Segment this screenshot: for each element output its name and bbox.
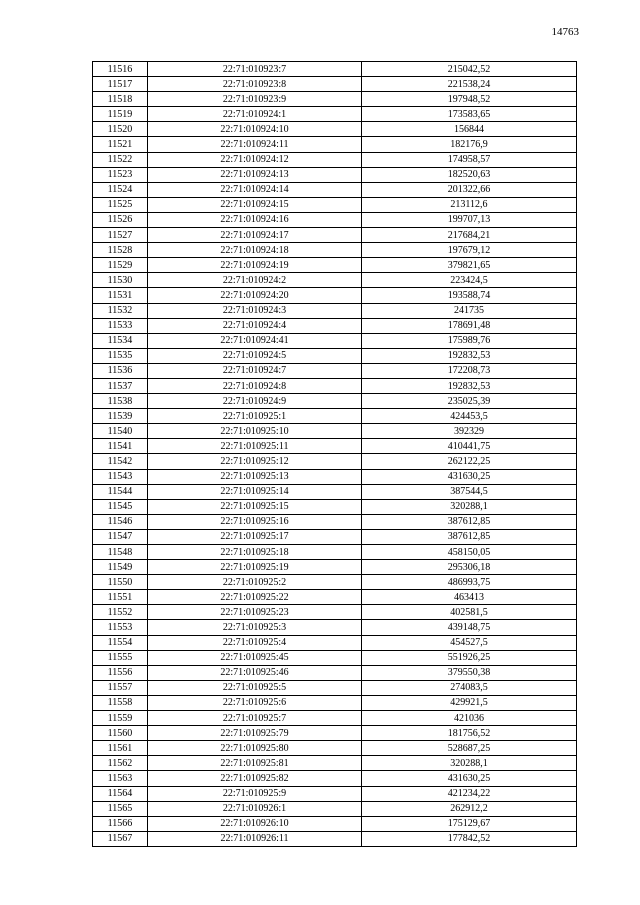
table-row	[93, 786, 577, 801]
value-cell: 182520,63	[362, 167, 577, 182]
value-cell: 217684,21	[362, 228, 577, 243]
table-row	[93, 182, 577, 197]
value-cell: 379550,38	[362, 665, 577, 680]
row-number-cell: 11559	[93, 711, 148, 726]
value-cell: 387612,85	[362, 514, 577, 529]
cadastral-number-cell: 22:71:010925:1	[148, 409, 362, 424]
cadastral-number-cell: 22:71:010924:9	[148, 394, 362, 409]
value-cell: 387544,5	[362, 484, 577, 499]
value-cell: 221538,24	[362, 77, 577, 92]
cadastral-number-cell: 22:71:010924:10	[148, 122, 362, 137]
cadastral-number-cell: 22:71:010925:19	[148, 560, 362, 575]
row-number-cell: 11555	[93, 650, 148, 665]
table-row	[93, 575, 577, 590]
value-cell: 193588,74	[362, 288, 577, 303]
table-row	[93, 378, 577, 393]
row-number-cell: 11532	[93, 303, 148, 318]
row-number-cell: 11521	[93, 137, 148, 152]
row-number-cell: 11545	[93, 499, 148, 514]
cadastral-number-cell: 22:71:010924:2	[148, 273, 362, 288]
table-row	[93, 273, 577, 288]
cadastral-number-cell: 22:71:010925:45	[148, 650, 362, 665]
cadastral-number-cell: 22:71:010924:14	[148, 182, 362, 197]
row-number-cell: 11533	[93, 318, 148, 333]
table-row	[93, 771, 577, 786]
table-row	[93, 665, 577, 680]
table-row	[93, 409, 577, 424]
table-row	[93, 363, 577, 378]
table-row	[93, 122, 577, 137]
row-number-cell: 11524	[93, 182, 148, 197]
row-number-cell: 11518	[93, 92, 148, 107]
table-row	[93, 394, 577, 409]
table-row	[93, 635, 577, 650]
row-number-cell: 11519	[93, 107, 148, 122]
table-row	[93, 514, 577, 529]
cadastral-number-cell: 22:71:010924:18	[148, 243, 362, 258]
table-row	[93, 243, 577, 258]
row-number-cell: 11551	[93, 590, 148, 605]
cadastral-number-cell: 22:71:010923:9	[148, 92, 362, 107]
cadastral-number-cell: 22:71:010925:6	[148, 695, 362, 710]
cadastral-number-cell: 22:71:010925:2	[148, 575, 362, 590]
table-row	[93, 816, 577, 831]
value-cell: 274083,5	[362, 680, 577, 695]
value-cell: 295306,18	[362, 560, 577, 575]
table-row	[93, 62, 577, 77]
cadastral-number-cell: 22:71:010926:1	[148, 801, 362, 816]
table-row	[93, 590, 577, 605]
cadastral-number-cell: 22:71:010925:12	[148, 454, 362, 469]
table-row	[93, 258, 577, 273]
cadastral-number-cell: 22:71:010925:22	[148, 590, 362, 605]
cadastral-number-cell: 22:71:010924:19	[148, 258, 362, 273]
table-body	[93, 62, 577, 847]
value-cell: 410441,75	[362, 439, 577, 454]
row-number-cell: 11540	[93, 424, 148, 439]
value-cell: 454527,5	[362, 635, 577, 650]
row-number-cell: 11529	[93, 258, 148, 273]
table-row	[93, 228, 577, 243]
page-number: 14763	[551, 26, 579, 38]
value-cell: 174958,57	[362, 152, 577, 167]
value-cell: 262912,2	[362, 801, 577, 816]
row-number-cell: 11517	[93, 77, 148, 92]
cadastral-number-cell: 22:71:010924:8	[148, 378, 362, 393]
value-cell: 215042,52	[362, 62, 577, 77]
row-number-cell: 11561	[93, 741, 148, 756]
row-number-cell: 11522	[93, 152, 148, 167]
cadastral-number-cell: 22:71:010924:41	[148, 333, 362, 348]
table-row	[93, 454, 577, 469]
table-row	[93, 288, 577, 303]
row-number-cell: 11544	[93, 484, 148, 499]
row-number-cell: 11542	[93, 454, 148, 469]
value-cell: 235025,39	[362, 394, 577, 409]
row-number-cell: 11534	[93, 333, 148, 348]
row-number-cell: 11541	[93, 439, 148, 454]
cadastral-number-cell: 22:71:010924:11	[148, 137, 362, 152]
cadastral-number-cell: 22:71:010924:16	[148, 212, 362, 227]
value-cell: 421234,22	[362, 786, 577, 801]
row-number-cell: 11558	[93, 695, 148, 710]
cadastral-number-cell: 22:71:010924:20	[148, 288, 362, 303]
cadastral-number-cell: 22:71:010925:9	[148, 786, 362, 801]
cadastral-number-cell: 22:71:010925:15	[148, 499, 362, 514]
cadastral-number-cell: 22:71:010925:7	[148, 711, 362, 726]
row-number-cell: 11556	[93, 665, 148, 680]
row-number-cell: 11550	[93, 575, 148, 590]
row-number-cell: 11543	[93, 469, 148, 484]
cadastral-number-cell: 22:71:010924:3	[148, 303, 362, 318]
cadastral-number-cell: 22:71:010924:7	[148, 363, 362, 378]
row-number-cell: 11552	[93, 605, 148, 620]
table-row	[93, 499, 577, 514]
value-cell: 182176,9	[362, 137, 577, 152]
row-number-cell: 11566	[93, 816, 148, 831]
cadastral-value-table	[92, 61, 577, 847]
row-number-cell: 11565	[93, 801, 148, 816]
table-row	[93, 529, 577, 544]
cadastral-number-cell: 22:71:010925:10	[148, 424, 362, 439]
value-cell: 392329	[362, 424, 577, 439]
value-cell: 199707,13	[362, 212, 577, 227]
table-row	[93, 695, 577, 710]
row-number-cell: 11564	[93, 786, 148, 801]
table-row	[93, 650, 577, 665]
row-number-cell: 11538	[93, 394, 148, 409]
row-number-cell: 11528	[93, 243, 148, 258]
value-cell: 320288,1	[362, 499, 577, 514]
cadastral-number-cell: 22:71:010925:80	[148, 741, 362, 756]
row-number-cell: 11546	[93, 514, 148, 529]
table-row	[93, 741, 577, 756]
value-cell: 177842,52	[362, 831, 577, 846]
cadastral-number-cell: 22:71:010924:5	[148, 348, 362, 363]
table-row	[93, 333, 577, 348]
cadastral-number-cell: 22:71:010923:7	[148, 62, 362, 77]
cadastral-number-cell: 22:71:010925:18	[148, 545, 362, 560]
table-row	[93, 197, 577, 212]
value-cell: 463413	[362, 590, 577, 605]
table-row	[93, 92, 577, 107]
value-cell: 197679,12	[362, 243, 577, 258]
table-row	[93, 469, 577, 484]
table-row	[93, 831, 577, 846]
table-row	[93, 212, 577, 227]
value-cell: 192832,53	[362, 348, 577, 363]
cadastral-number-cell: 22:71:010925:13	[148, 469, 362, 484]
value-cell: 458150,05	[362, 545, 577, 560]
table-row	[93, 680, 577, 695]
row-number-cell: 11567	[93, 831, 148, 846]
row-number-cell: 11563	[93, 771, 148, 786]
cadastral-number-cell: 22:71:010924:15	[148, 197, 362, 212]
cadastral-number-cell: 22:71:010924:4	[148, 318, 362, 333]
table-row	[93, 756, 577, 771]
table-row	[93, 560, 577, 575]
cadastral-number-cell: 22:71:010925:82	[148, 771, 362, 786]
row-number-cell: 11526	[93, 212, 148, 227]
table-row	[93, 545, 577, 560]
table-row	[93, 801, 577, 816]
value-cell: 172208,73	[362, 363, 577, 378]
value-cell: 320288,1	[362, 756, 577, 771]
value-cell: 431630,25	[362, 469, 577, 484]
value-cell: 213112,6	[362, 197, 577, 212]
value-cell: 486993,75	[362, 575, 577, 590]
table-row	[93, 711, 577, 726]
row-number-cell: 11548	[93, 545, 148, 560]
cadastral-number-cell: 22:71:010924:17	[148, 228, 362, 243]
row-number-cell: 11523	[93, 167, 148, 182]
row-number-cell: 11520	[93, 122, 148, 137]
value-cell: 197948,52	[362, 92, 577, 107]
cadastral-number-cell: 22:71:010925:14	[148, 484, 362, 499]
cadastral-number-cell: 22:71:010926:11	[148, 831, 362, 846]
row-number-cell: 11516	[93, 62, 148, 77]
cadastral-number-cell: 22:71:010925:23	[148, 605, 362, 620]
value-cell: 241735	[362, 303, 577, 318]
cadastral-number-cell: 22:71:010925:3	[148, 620, 362, 635]
value-cell: 551926,25	[362, 650, 577, 665]
value-cell: 387612,85	[362, 529, 577, 544]
table-row	[93, 605, 577, 620]
value-cell: 402581,5	[362, 605, 577, 620]
table-row	[93, 318, 577, 333]
cadastral-number-cell: 22:71:010925:81	[148, 756, 362, 771]
cadastral-number-cell: 22:71:010924:13	[148, 167, 362, 182]
row-number-cell: 11537	[93, 378, 148, 393]
row-number-cell: 11553	[93, 620, 148, 635]
value-cell: 175129,67	[362, 816, 577, 831]
cadastral-number-cell: 22:71:010925:16	[148, 514, 362, 529]
value-cell: 181756,52	[362, 726, 577, 741]
value-cell: 156844	[362, 122, 577, 137]
value-cell: 175989,76	[362, 333, 577, 348]
value-cell: 262122,25	[362, 454, 577, 469]
cadastral-number-cell: 22:71:010923:8	[148, 77, 362, 92]
row-number-cell: 11547	[93, 529, 148, 544]
row-number-cell: 11549	[93, 560, 148, 575]
row-number-cell: 11554	[93, 635, 148, 650]
cadastral-number-cell: 22:71:010925:17	[148, 529, 362, 544]
row-number-cell: 11560	[93, 726, 148, 741]
table-row	[93, 620, 577, 635]
value-cell: 528687,25	[362, 741, 577, 756]
row-number-cell: 11536	[93, 363, 148, 378]
table-row	[93, 424, 577, 439]
value-cell: 173583,65	[362, 107, 577, 122]
cadastral-number-cell: 22:71:010926:10	[148, 816, 362, 831]
table-row	[93, 348, 577, 363]
value-cell: 178691,48	[362, 318, 577, 333]
row-number-cell: 11557	[93, 680, 148, 695]
row-number-cell: 11562	[93, 756, 148, 771]
value-cell: 439148,75	[362, 620, 577, 635]
value-cell: 421036	[362, 711, 577, 726]
cadastral-number-cell: 22:71:010924:12	[148, 152, 362, 167]
table-row	[93, 726, 577, 741]
row-number-cell: 11535	[93, 348, 148, 363]
value-cell: 431630,25	[362, 771, 577, 786]
value-cell: 424453,5	[362, 409, 577, 424]
table-row	[93, 484, 577, 499]
row-number-cell: 11527	[93, 228, 148, 243]
table-row	[93, 77, 577, 92]
table-row	[93, 303, 577, 318]
row-number-cell: 11539	[93, 409, 148, 424]
cadastral-number-cell: 22:71:010925:46	[148, 665, 362, 680]
row-number-cell: 11525	[93, 197, 148, 212]
cadastral-number-cell: 22:71:010925:79	[148, 726, 362, 741]
table-row	[93, 107, 577, 122]
cadastral-number-cell: 22:71:010925:4	[148, 635, 362, 650]
value-cell: 379821,65	[362, 258, 577, 273]
table-row	[93, 439, 577, 454]
table-row	[93, 152, 577, 167]
row-number-cell: 11531	[93, 288, 148, 303]
table-row	[93, 167, 577, 182]
value-cell: 429921,5	[362, 695, 577, 710]
cadastral-number-cell: 22:71:010924:1	[148, 107, 362, 122]
value-cell: 223424,5	[362, 273, 577, 288]
table-row	[93, 137, 577, 152]
row-number-cell: 11530	[93, 273, 148, 288]
cadastral-number-cell: 22:71:010925:11	[148, 439, 362, 454]
value-cell: 192832,53	[362, 378, 577, 393]
value-cell: 201322,66	[362, 182, 577, 197]
cadastral-number-cell: 22:71:010925:5	[148, 680, 362, 695]
